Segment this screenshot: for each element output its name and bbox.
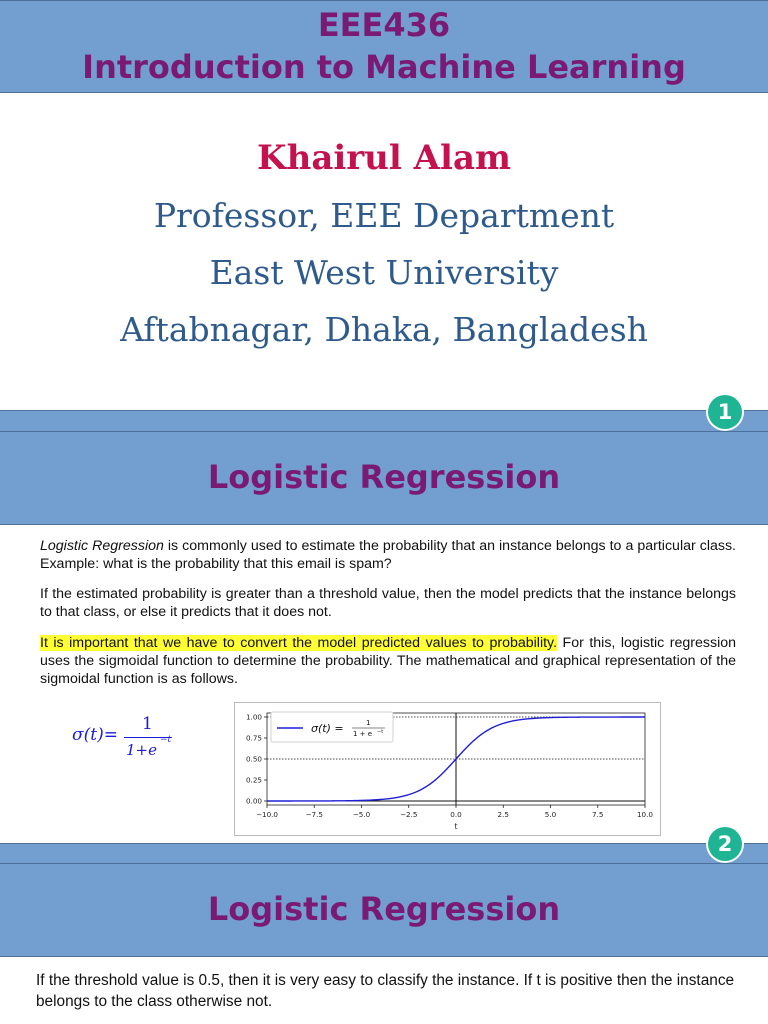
term-logistic-regression: Logistic Regression xyxy=(40,538,164,554)
slide-1-paragraph-2: If the estimated probability is greater than a threshold value, then the model predicts that the instance belongs to that class, or else it predicts that it does not. xyxy=(40,586,736,620)
author-address: Aftabnagar, Dhaka, Bangladesh xyxy=(120,310,648,349)
y-tick-label: 0.00 xyxy=(245,796,262,806)
x-tick-label: 0.0 xyxy=(450,810,462,819)
course-code: EEE436 xyxy=(317,6,451,44)
legend-label: σ(t) = xyxy=(311,722,344,735)
chart-legend xyxy=(271,712,393,742)
slide-1-paragraph-3 xyxy=(40,634,736,688)
y-tick-label: 0.50 xyxy=(245,754,262,764)
author-position: Professor, EEE Department xyxy=(153,196,615,235)
highlighted-text: It is important that we have to convert the model predicted values to probability. xyxy=(40,635,558,651)
x-tick-label: −10.0 xyxy=(255,810,279,819)
x-tick-label: −5.0 xyxy=(352,810,371,819)
paragraph-3-text: For this, logistic regression uses the sigmoidal function to determine the probability. The mathematical and graphical representation of the sigmoidal function is as follows. xyxy=(40,635,737,687)
slide-1-paragraph-1 xyxy=(40,537,736,573)
x-axis-label: t xyxy=(454,822,458,831)
formula-numerator: 1 xyxy=(142,714,153,734)
x-tick-label: −2.5 xyxy=(400,810,418,819)
formula-denominator: 1+e xyxy=(126,741,157,759)
sigmoid-chart-svg xyxy=(235,703,660,835)
x-tick-label: −7.5 xyxy=(305,810,323,819)
formula-exponent: −t xyxy=(160,735,172,745)
author-name: Khairul Alam xyxy=(257,138,511,178)
x-tick-label: 5.0 xyxy=(544,810,557,819)
x-tick-label: 2.5 xyxy=(497,810,509,819)
y-tick-label: 0.75 xyxy=(245,733,262,743)
formula-lhs: σ(t)= xyxy=(72,725,118,745)
legend-numerator: 1 xyxy=(366,719,371,727)
y-tick-label: 1.00 xyxy=(245,712,262,722)
legend-denominator: 1 + e xyxy=(353,730,373,738)
slide-number-badge-2: 2 xyxy=(708,827,742,861)
slide-number-badge-1: 1 xyxy=(708,395,742,429)
y-tick-label: 0.25 xyxy=(245,775,262,785)
x-tick-label: 7.5 xyxy=(592,810,604,819)
slide-2-paragraph-1: If the threshold value is 0.5, then it is very easy to classify the instance. If t is positive then the instance belongs to the class otherwise not. xyxy=(36,972,735,1010)
slide-2-title: Logistic Regression xyxy=(207,890,561,928)
paragraph-1-text: is commonly used to estimate the probability that an instance belongs to a particular class. Example: what is the probability that this email is spam? xyxy=(40,538,736,572)
legend-exponent: −t xyxy=(377,729,384,735)
sigmoid-formula xyxy=(72,714,192,764)
slide-1-topstrip xyxy=(0,410,768,432)
x-tick-label: 10.0 xyxy=(636,810,654,819)
author-university: East West University xyxy=(209,253,559,292)
course-title: Introduction to Machine Learning xyxy=(82,48,686,86)
slide-2-topstrip xyxy=(0,843,768,864)
slide-1-title: Logistic Regression xyxy=(207,458,561,496)
sigmoid-chart xyxy=(234,702,661,836)
